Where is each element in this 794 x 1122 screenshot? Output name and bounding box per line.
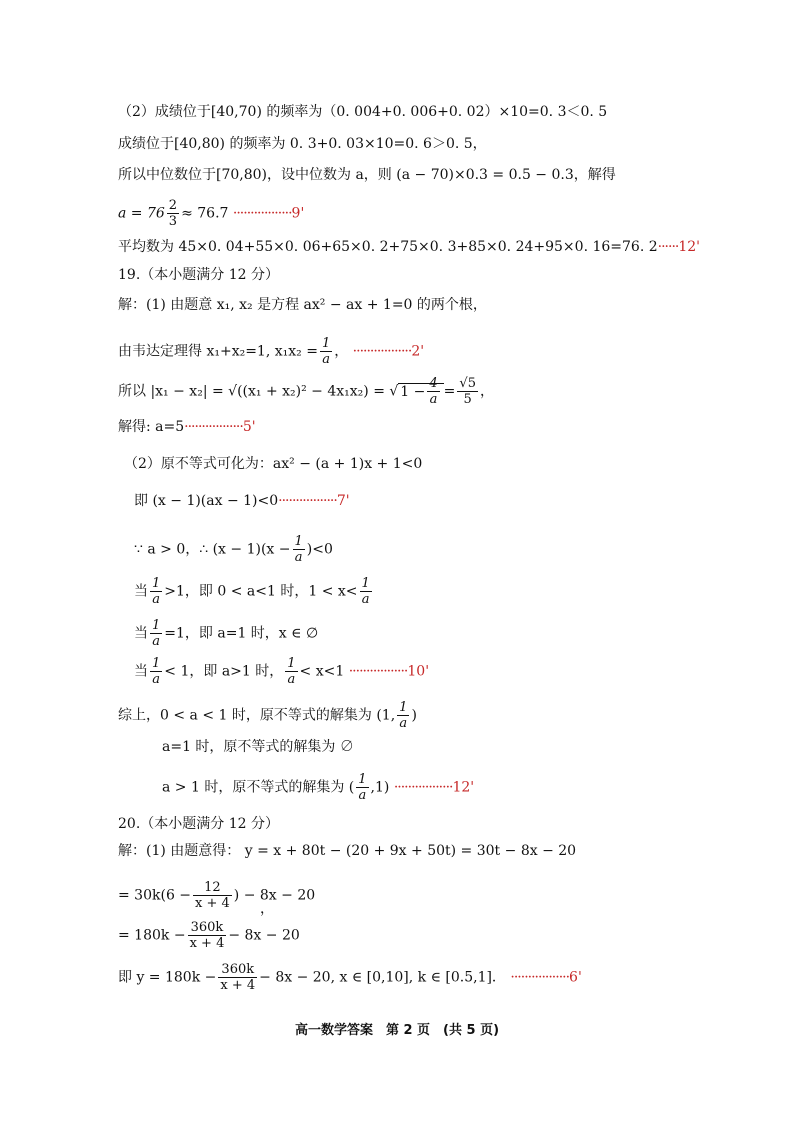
q19-vieta-line: 由韦达定理得 x₁+x₂=1, x₁x₂ = $\frac{1}{a}$ ， ·················2' [118, 336, 425, 367]
score-mark: 10' [407, 663, 430, 680]
q19-abs-line: 所以 |x₁ − x₂| = √((x₁ + x₂)² − 4x₁x₂) = √ 1 − $\frac{4}{a}$ = $\frac{√5}{5}$ ， [118, 376, 494, 407]
q18-p2-line2: 成绩位于[40,80) 的频率为 0. 3+0. 03×10=0. 6＞0. 5， [118, 136, 487, 152]
q19-line1: 解：(1) 由题意 x₁, x₂ 是方程 ax² − ax + 1=0 的两个根， [118, 297, 487, 313]
score-leader: ················· [393, 779, 453, 796]
score-mark: 12' [452, 779, 475, 796]
score-mark: 12' [678, 239, 701, 255]
q19-case3-line: 当 $\frac{1}{a}$ < 1，即 a>1 时， $\frac{1}{a}$ < x<1 ·················10' [134, 656, 430, 687]
score-mark: 6' [569, 969, 582, 986]
q19-summary-a1: a=1 时，原不等式的解集为 ∅ [162, 739, 354, 755]
score-leader: ················· [278, 493, 337, 509]
fraction: $\frac{1}{a}$ [321, 336, 331, 367]
median-approx: ≈ 76.7 [181, 205, 229, 222]
q19-factor-line: 即 (x − 1)(ax − 1)<0·················7' [134, 493, 350, 509]
score-mark: 5' [242, 419, 256, 435]
q19-case2-line: 当 $\frac{1}{a}$ =1，即 a=1 时，x ∈ ∅ [134, 618, 319, 649]
score-leader: ················· [352, 343, 412, 360]
mean-text: 平均数为 45×0. 04+55×0. 06+65×0. 2+75×0. 3+85×0. 24+95×0. 16=76. 2 [118, 239, 658, 255]
q20-line1: 解：(1) 由题意得： y = x + 80t − (20 + 9x + 50t) = 30t − 8x − 20 [118, 843, 577, 859]
q19-part2-line: （2）原不等式可化为：ax² − (a + 1)x + 1<0 [124, 456, 423, 472]
score-mark: 2' [411, 343, 425, 360]
q20-line2: = 30k(6 − $\frac{12}{x + 4}$ ) − 8x − 20 [118, 880, 316, 911]
score-leader: ················· [510, 969, 570, 986]
q18-mean-line [118, 238, 700, 256]
page-footer: 高一数学答案 第 2 页 (共 5 页) [294, 1023, 500, 1038]
q19-title: 19.（本小题满分 12 分） [118, 267, 279, 283]
fraction: $\frac{√5}{5}$ [459, 376, 476, 407]
median-fraction: $\frac{2}{3}$ [168, 198, 178, 229]
score-leader: ················· [232, 205, 292, 222]
q19-solve-a: 解得: a=5·················5' [118, 419, 256, 435]
q20-line4: 即 y = 180k − $\frac{360k}{x + 4}$ − 8x − 20, x ∈ [0,10], k ∈ [0.5,1]． ·················6' [118, 962, 582, 993]
q20-title: 20.（本小题满分 12 分） [118, 816, 279, 832]
q18-median-line [118, 198, 304, 229]
q18-p2-line3: 所以中位数位于[70,80)，设中位数为 a，则 (a − 70)×0.3 = 0.5 − 0.3，解得 [118, 167, 616, 183]
score-leader: ················· [348, 663, 408, 680]
score-leader: ······ [657, 239, 679, 255]
q19-summary-line: 综上，0 < a < 1 时，原不等式的解集为 (1, $\frac{1}{a}$ ) [118, 700, 417, 731]
q20-line3: = 180k − $\frac{360k}{x + 4}$ − 8x − 20 [118, 920, 300, 951]
median-prefix: a = 76 [118, 205, 165, 222]
q19-because-line: ∵ a > 0，∴ (x − 1)(x − $\frac{1}{a}$ )<0 [134, 534, 333, 565]
score-mark: 7' [336, 493, 350, 509]
q18-p2-line1: （2）成绩位于[40,70) 的频率为（0. 004+0. 006+0. 02）×10=0. 3＜0. 5 [118, 104, 608, 120]
score-leader: ················· [184, 419, 243, 435]
q20-comma: ， [260, 901, 274, 917]
q19-case1-line: 当 $\frac{1}{a}$ >1，即 0 < a<1 时，1 < x< $\frac{1}{a}$ [134, 576, 370, 607]
q19-summary-agt1: a > 1 时，原不等式的解集为 ( $\frac{1}{a}$ ,1) ·················12' [162, 772, 475, 803]
score-mark: 9' [291, 205, 305, 222]
